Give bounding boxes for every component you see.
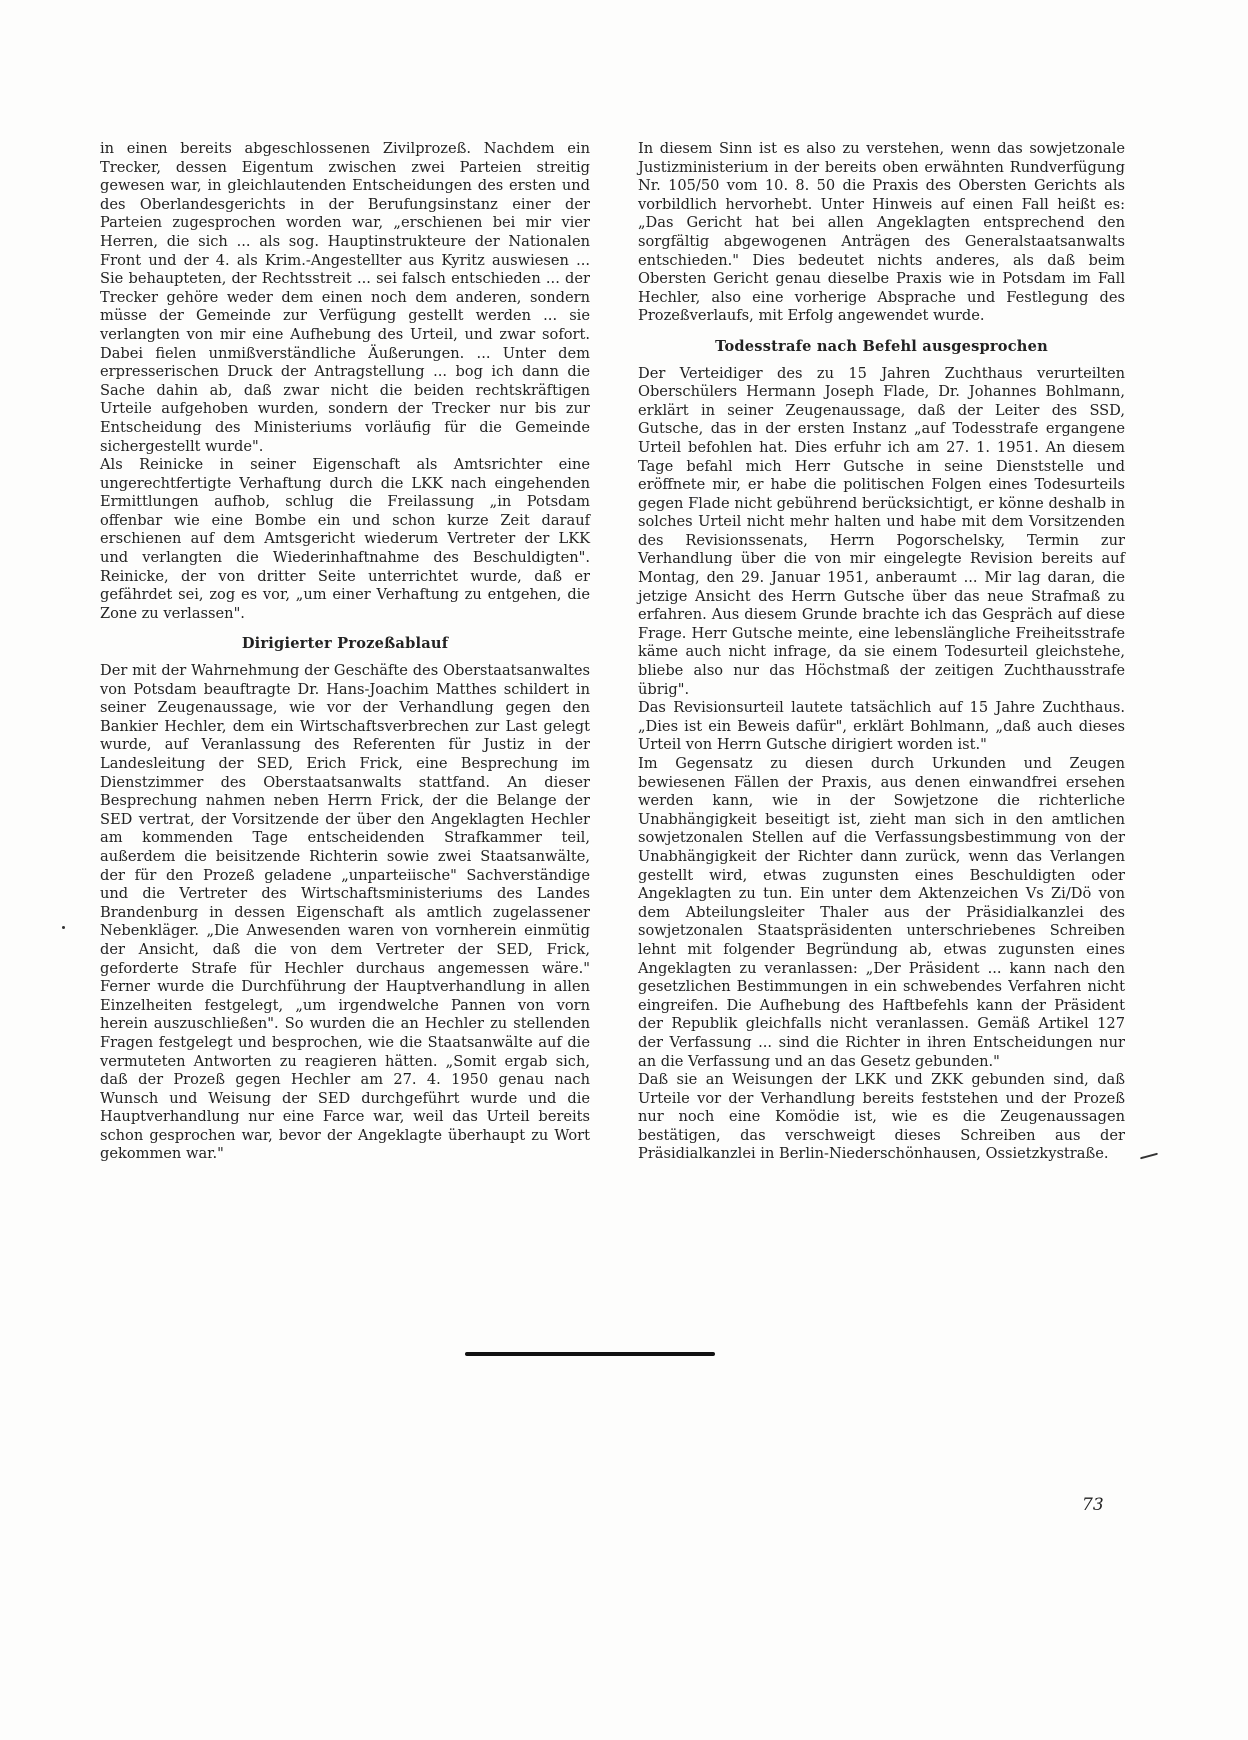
left-paragraph-2: Als Reinicke in seiner Eigenschaft als Amtsrichter eine ungerechtfertigte Verhaftung durch die LKK nach eingehenden Ermittlungen aufhob, schlug die Freilassung „in Potsdam offenbar wie eine Bombe ein und schon kurze Zeit darauf erschienen auf dem Amtsgericht wiederum Vertreter der LKK und verlangten die Wiederinhaftnahme des Beschuldigten". Reinicke, der von dritter Seite unterrichtet wurde, daß er gefährdet sei, zog es vor, „um einer Verhaftung zu entgehen, die Zone zu verlassen".: [100, 456, 590, 622]
right-paragraph-4: Im Gegensatz zu diesen durch Urkunden und Zeugen bewiesenen Fällen der Praxis, aus denen einwandfrei ersehen werden kann, wie in der Sowjetzone die richterliche Unabhängigkeit beseitigt ist, zieht man sich in den amtlichen sowjetzonalen Stellen auf die Verfassungsbestimmung von der Unabhängigkeit der Richter dann zurück, wenn das Verlangen gestellt wird, etwas zugunsten eines Beschuldigten oder Angeklagten zu tun. Ein unter dem Aktenzeichen Vs Zi/Dö von dem Abteilungsleiter Thaler aus der Präsidialkanzlei des sowjetzonalen Staatspräsidenten unterschriebenes Schreiben lehnt mit folgender Begründung ab, etwas zugunsten eines Angeklagten zu veranlassen: „Der Präsident ... kann nach den gesetzlichen Bestimmungen in ein schwebendes Verfahren nicht eingreifen. Die Aufhebung des Haftbefehls kann der Präsident der Republik gleichfalls nicht veranlassen. Gemäß Artikel 127 der Verfassung ... sind die Richter in ihren Entscheidungen nur an die Verfassung und an das Gesetz gebunden.": [638, 755, 1125, 1070]
left-paragraph-3: Der mit der Wahrnehmung der Geschäfte des Oberstaatsanwaltes von Potsdam beauftragte Dr. Hans-Joachim Matthes schildert in seiner Zeugenaussage, wie vor der Verhandlung gegen den Bankier Hechler, dem ein Wirtschaftsverbrechen zur Last gelegt wurde, auf Veranlassung des Referenten für Justiz in der Landesleitung der SED, Erich Frick, eine Besprechung im Dienstzimmer des Oberstaatsanwalts stattfand. An dieser Besprechung nahmen neben Herrn Frick, der die Belange der SED vertrat, der Vorsitzende der über den Angeklagten Hechler am kommenden Tage entscheidenden Strafkammer teil, außerdem die beisitzende Richterin sowie zwei Staatsanwälte, der für den Prozeß geladene „unparteiische" Sachverständige und die Vertreter des Wirtschaftsministeriums des Landes Brandenburg in dessen Eigenschaft als amtlich zugelassener Nebenkläger. „Die Anwesenden waren von vornherein einmütig der Ansicht, daß die von dem Vertreter der SED, Frick, geforderte Strafe für Hechler durchaus angemessen wäre." Ferner wurde die Durchführung der Hauptverhandlung in allen Einzelheiten festgelegt, „um irgendwelche Pannen von vorn herein auszuschließen". So wurden die an Hechler zu stellenden Fragen festgelegt und besprochen, wie die Staatsanwälte auf die vermuteten Antworten zu reagieren hätten. „Somit ergab sich, daß der Prozeß gegen Hechler am 27. 4. 1950 genau nach Wunsch und Weisung der SED durchgeführt wurde und die Hauptverhandlung nur eine Farce war, weil das Urteil bereits schon gesprochen war, bevor der Angeklagte überhaupt zu Wort gekommen war.": [100, 662, 590, 1163]
right-section-heading: Todesstrafe nach Befehl ausgesprochen: [715, 337, 1048, 355]
left-column: [100, 140, 590, 1164]
left-paragraph-1: in einen bereits abgeschlossenen Zivilprozeß. Nachdem ein Trecker, dessen Eigentum zwischen zwei Parteien streitig gewesen war, in gleichlautenden Entscheidungen des ersten und des Oberlandesgerichts in der Berufungsinstanz einer der Parteien zugesprochen worden war, „erschienen bei mir vier Herren, die sich ... als sog. Hauptinstrukteure der Nationalen Front und der 4. als Krim.-Angestellter aus Kyritz auswiesen ... Sie behaupteten, der Rechtsstreit ... sei falsch entschieden ... der Trecker gehöre weder dem einen noch dem anderen, sondern müsse der Gemeinde zur Verfügung gestellt werden ... sie verlangten von mir eine Aufhebung des Urteil, und zwar sofort. Dabei fielen unmißverständliche Äußerungen. ... Unter dem erpresserischen Druck der Antragstellung ... bog ich dann die Sache dahin ab, daß zwar nicht die beiden rechtskräftigen Urteile aufgehoben wurden, sondern der Trecker nur bis zur Entscheidung des Ministeriums vorläufig für die Gemeinde sichergestellt wurde".: [100, 140, 590, 455]
scan-speck: [62, 926, 65, 929]
right-paragraph-5: Daß sie an Weisungen der LKK und ZKK gebunden sind, daß Urteile vor der Verhandlung bereits feststehen und der Prozeß nur noch eine Komödie ist, wie es die Zeugenaussagen bestätigen, das verschweigt dieses Schreiben aus der Präsidialkanzlei in Berlin-Niederschönhausen, Ossietzkystraße.: [638, 1071, 1125, 1163]
right-paragraph-3: Das Revisionsurteil lautete tatsächlich auf 15 Jahre Zuchthaus. „Dies ist ein Beweis dafür", erklärt Bohlmann, „daß auch dieses Urteil von Herrn Gutsche dirigiert worden ist.": [638, 699, 1125, 754]
right-paragraph-2: Der Verteidiger des zu 15 Jahren Zuchthaus verurteilten Oberschülers Hermann Joseph Flade, Dr. Johannes Bohlmann, erklärt in seiner Zeugenaussage, daß der Leiter des SSD, Gutsche, das in der ersten Instanz „auf Todesstrafe ergangene Urteil befohlen hat. Dies erfuhr ich am 27. 1. 1951. An diesem Tage befahl mich Herr Gutsche in seine Dienststelle und eröffnete mir, er habe die politischen Folgen eines Todesurteils gegen Flade nicht gebührend berücksichtigt, er könne deshalb in solches Urteil nicht mehr halten und habe mit dem Vorsitzenden des Revisionssenats, Herrn Pogorschelsky, Termin zur Verhandlung über die von mir eingelegte Revision bereits auf Montag, den 29. Januar 1951, anberaumt ... Mir lag daran, die jetzige Ansicht des Herrn Gutsche über das neue Strafmaß zu erfahren. Aus diesem Grunde brachte ich das Gespräch auf diese Frage. Herr Gutsche meinte, eine lebenslängliche Freiheitsstrafe käme auch nicht infrage, da sie einem Todesurteil gleichstehe, bliebe also nur das Höchstmaß der zeitigen Zuchthausstrafe übrig".: [638, 364, 1125, 698]
left-section-heading: Dirigierter Prozeßablauf: [241, 635, 449, 653]
right-paragraph-1: In diesem Sinn ist es also zu verstehen, wenn das sowjetzonale Justizministerium in der bereits oben erwähnten Rundverfügung Nr. 105/50 vom 10. 8. 50 die Praxis des Obersten Gerichts als vorbildlich hervorhebt. Unter Hinweis auf einen Fall heißt es: „Das Gericht hat bei allen Angeklagten entsprechend den sorgfältig abgewogenen Anträgen des Generalstaatsanwalts entschieden." Dies bedeutet nichts anderes, als daß beim Obersten Gericht genau dieselbe Praxis wie in Potsdam im Fall Hechler, also eine vorherige Absprache und Festlegung des Prozeßverlaufs, mit Erfolg angewendet wurde.: [638, 140, 1125, 325]
page-number: 73: [1082, 1495, 1104, 1515]
right-column: [638, 140, 1125, 1164]
section-end-rule: [465, 1352, 715, 1356]
